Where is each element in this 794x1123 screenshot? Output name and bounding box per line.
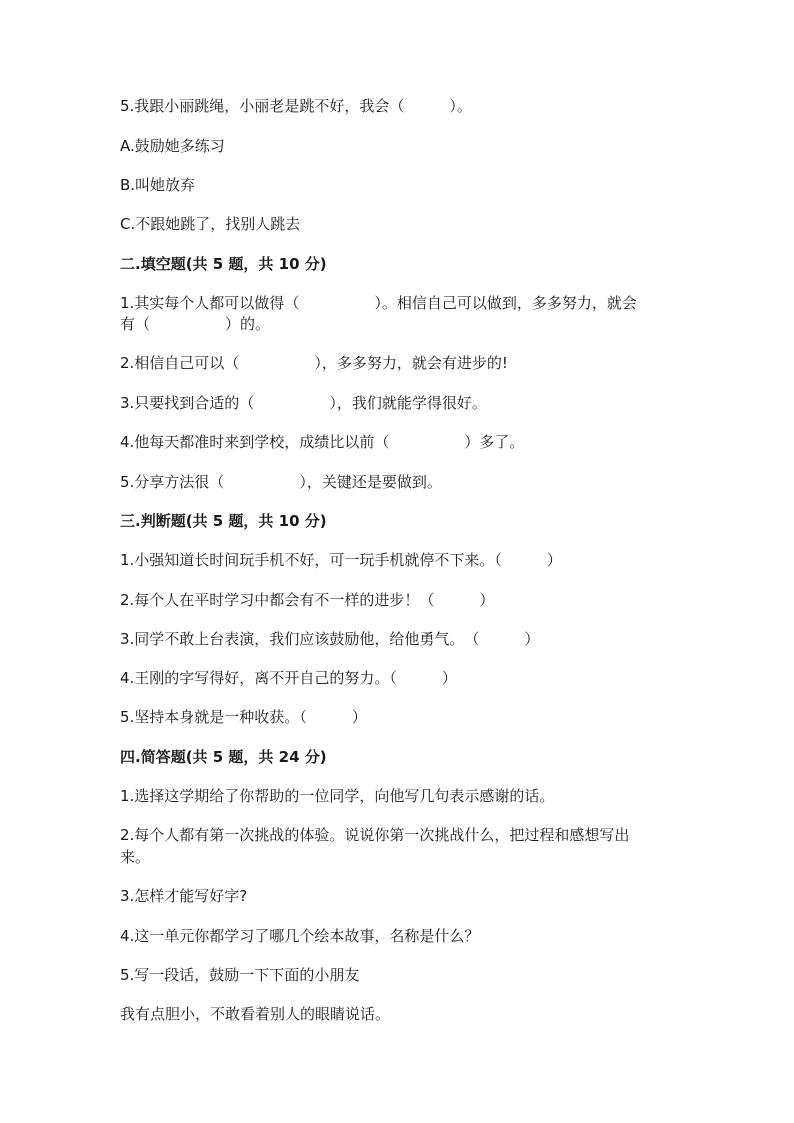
fill-in-question-3: 3.只要找到合适的（ ），我们就能学得很好。 [120, 394, 487, 412]
short-answer-question-2-continued: 来。 [120, 848, 151, 866]
section-heading-short-answer: 四.简答题(共 5 题，共 24 分) [120, 748, 327, 766]
fill-in-question-1-continued: 有（ ）的。 [120, 315, 271, 333]
true-false-question-4: 4.王刚的字写得好，离不开自己的努力。（ ） [120, 669, 457, 687]
fill-in-question-2: 2.相信自己可以（ ），多多努力，就会有进步的! [120, 354, 508, 372]
true-false-question-2: 2.每个人在平时学习中都会有不一样的进步！（ ） [120, 591, 495, 609]
option-c: C.不跟她跳了，找别人跳去 [120, 215, 301, 233]
short-answer-question-5: 5.写一段话，鼓励一下下面的小朋友 [120, 966, 360, 984]
section-heading-true-false: 三.判断题(共 5 题，共 10 分) [120, 512, 327, 530]
short-answer-question-2: 2.每个人都有第一次挑战的体验。说说你第一次挑战什么，把过程和感想写出 [120, 826, 630, 844]
option-a: A.鼓励她多练习 [120, 137, 225, 155]
fill-in-question-1: 1.其实每个人都可以做得（ ）。相信自己可以做到，多多努力，就会 [120, 294, 637, 312]
question-5-choice: 5.我跟小丽跳绳，小丽老是跳不好，我会（ ）。 [120, 97, 472, 115]
option-b: B.叫她放弃 [120, 176, 196, 194]
short-answer-question-4: 4.这一单元你都学习了哪几个绘本故事，名称是什么？ [120, 927, 480, 945]
fill-in-question-4: 4.他每天都准时来到学校，成绩比以前（ ）多了。 [120, 433, 525, 451]
short-answer-question-3: 3.怎样才能写好字? [120, 887, 248, 905]
short-answer-question-1: 1.选择这学期给了你帮助的一位同学，向他写几句表示感谢的话。 [120, 787, 555, 805]
fill-in-question-5: 5.分享方法很（ ），关键还是要做到。 [120, 473, 442, 491]
true-false-question-3: 3.同学不敢上台表演，我们应该鼓励他，给他勇气。 （ ） [120, 630, 540, 648]
short-answer-prompt-text: 我有点胆小，不敢看着别人的眼睛说话。 [120, 1005, 391, 1023]
section-heading-fill-in: 二.填空题(共 5 题，共 10 分) [120, 255, 327, 273]
true-false-question-5: 5.坚持本身就是一种收获。（ ） [120, 708, 367, 726]
true-false-question-1: 1.小强知道长时间玩手机不好，可一玩手机就停不下来。（ ） [120, 551, 562, 569]
